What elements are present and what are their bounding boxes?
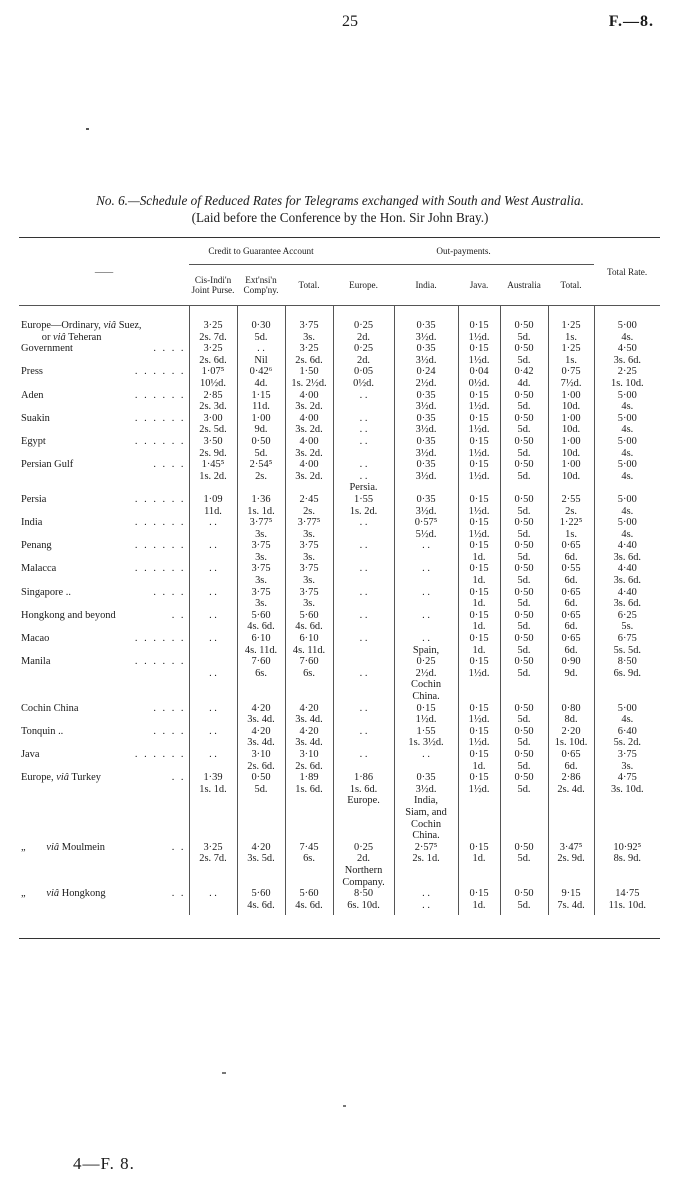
cis-cell: 1·09 11d. [189, 494, 237, 517]
europe-cell: . . . . [333, 413, 394, 436]
total1-cell: 4·00 3s. 2d. [285, 390, 333, 413]
table-row [19, 436, 660, 459]
leader-dots: . . . . . . [134, 412, 186, 424]
route-label: Hongkong and beyond [21, 609, 116, 621]
cis-cell: . . [189, 517, 237, 540]
ext-header: Ext'nsi'n Comp'ny. [237, 265, 285, 306]
route-cell [19, 459, 189, 494]
route-cell [19, 413, 189, 436]
australia-cell: 0·50 5d. [500, 540, 548, 563]
europe-cell: . . [333, 749, 394, 772]
table-row [19, 459, 660, 494]
leader-dots: . . [171, 888, 186, 900]
route-cell [19, 436, 189, 459]
total1-cell: 5·60 4s. 6d. [285, 888, 333, 915]
document-reference: F.—8. [608, 13, 654, 30]
total-rate-cell: 4·40 3s. 6d. [594, 540, 660, 563]
java-cell: 0·04 0½d. [458, 366, 500, 389]
total-rate-cell: 6·25 5s. [594, 610, 660, 633]
total2-cell: 0·65 6d. [548, 610, 594, 633]
cis-cell: . . [189, 563, 237, 586]
java-cell: 0·15 1d. [458, 610, 500, 633]
total2-cell: 0·65 6d. [548, 540, 594, 563]
india-cell: 0·57⁵ 5½d. [394, 517, 458, 540]
leader-dots: . . . . . . [134, 517, 186, 529]
route-label: Europe—Ordinary, viâ Suez, or viâ Teheran [21, 320, 142, 343]
stray-mark [86, 128, 89, 130]
europe-header: Europe. [333, 265, 394, 306]
table-row [19, 563, 660, 586]
leader-dots: . . [171, 609, 186, 621]
ext-cell: 3·75 3s. [237, 563, 285, 586]
total1-cell: 1·50 1s. 2½d. [285, 366, 333, 389]
leader-dots: . . . . . . [134, 563, 186, 575]
rates-table [19, 237, 660, 915]
cis-cell: . . [189, 749, 237, 772]
total-rate-cell: 2·25 1s. 10d. [594, 366, 660, 389]
europe-cell: . . [333, 563, 394, 586]
route-label: Manila [21, 656, 51, 668]
total-rate-cell: 5·00 4s. [594, 390, 660, 413]
leader-dots: . . . . [153, 586, 186, 598]
table-row [19, 842, 660, 888]
route-label: India [21, 517, 43, 529]
table-row [19, 726, 660, 749]
total1-cell: 4·00 3s. 2d. [285, 413, 333, 436]
total1-cell: 3·77⁵ 3s. [285, 517, 333, 540]
java-cell: 0·15 1½d. [458, 413, 500, 436]
total2-cell: 0·55 6d. [548, 563, 594, 586]
total1-cell: 3·75 3s. [285, 540, 333, 563]
total-rate-cell: 5·00 4s. [594, 517, 660, 540]
table-row [19, 633, 660, 656]
java-cell: 0·15 1½d. [458, 772, 500, 842]
total2-cell: 1·25 1s. [548, 343, 594, 366]
total-rate-cell: 4·40 3s. 6d. [594, 587, 660, 610]
total1-cell: 4·00 3s. 2d. [285, 459, 333, 494]
total-rate-cell: 4·40 3s. 6d. [594, 563, 660, 586]
ext-cell: 5·60 4s. 6d. [237, 888, 285, 915]
india-cell: 0·35 3½d. [394, 436, 458, 459]
india-header: India. [394, 265, 458, 306]
europe-cell: 1·55 1s. 2d. [333, 494, 394, 517]
leader-dots: . . [171, 841, 186, 853]
route-cell [19, 842, 189, 888]
leader-dots: . . . . . . [134, 493, 186, 505]
table-row [19, 390, 660, 413]
cis-cell: 1·39 1s. 1d. [189, 772, 237, 842]
australia-cell: 0·50 5d. [500, 436, 548, 459]
europe-cell: . . [333, 587, 394, 610]
australia-cell: 0·50 5d. [500, 306, 548, 344]
india-cell: . . [394, 563, 458, 586]
total-rate-cell: 5·00 4s. [594, 494, 660, 517]
route-label: Press [21, 366, 43, 378]
australia-cell: 0·50 5d. [500, 888, 548, 915]
total2-cell: 0·65 6d. [548, 633, 594, 656]
cis-cell: 3·25 2s. 7d. [189, 306, 237, 344]
total2-cell: 1·00 10d. [548, 413, 594, 436]
ext-cell: 3·75 3s. [237, 540, 285, 563]
route-cell [19, 888, 189, 915]
route-cell [19, 540, 189, 563]
india-cell: 0·35 3½d. [394, 306, 458, 344]
europe-cell: . . [333, 633, 394, 656]
route-label: Egypt [21, 435, 46, 447]
australia-cell: 0·42 4d. [500, 366, 548, 389]
australia-cell: 0·50 5d. [500, 459, 548, 494]
route-label: Persia [21, 493, 47, 505]
india-cell: 0·35 3½d. [394, 390, 458, 413]
route-cell [19, 517, 189, 540]
total1-cell: 3·75 3s. [285, 587, 333, 610]
total1-cell: 5·60 4s. 6d. [285, 610, 333, 633]
java-cell: 0·15 1½d. [458, 517, 500, 540]
total-rate-cell: 4·50 3s. 6d. [594, 343, 660, 366]
australia-header: Australia [500, 265, 548, 306]
route-cell [19, 343, 189, 366]
title-line-2: (Laid before the Conference by the Hon. Sir John Bray.) [191, 210, 489, 225]
cis-header: Cis-Indi'n Joint Purse. [189, 265, 237, 306]
table-row [19, 587, 660, 610]
ext-cell: 0·42⁶ 4d. [237, 366, 285, 389]
total2-cell: 1·22⁵ 1s. [548, 517, 594, 540]
australia-cell: 0·50 5d. [500, 494, 548, 517]
route-cell [19, 610, 189, 633]
rates-table-body [19, 306, 660, 916]
australia-cell: 0·50 5d. [500, 842, 548, 888]
total1-cell: 7·60 6s. [285, 656, 333, 702]
outpayments-group-header: Out-payments. [333, 238, 594, 265]
table-row [19, 306, 660, 344]
java-cell: 0·15 1½d. [458, 494, 500, 517]
java-cell: 0·15 1d. [458, 587, 500, 610]
india-cell: 0·35 3½d. [394, 343, 458, 366]
ext-cell: 7·60 6s. [237, 656, 285, 702]
table-row [19, 494, 660, 517]
india-cell: . . [394, 610, 458, 633]
ext-cell: 3·77⁵ 3s. [237, 517, 285, 540]
java-cell: 0·15 1d. [458, 633, 500, 656]
total2-cell: 0·65 6d. [548, 587, 594, 610]
java-cell: 0·15 1d. [458, 540, 500, 563]
australia-cell: 0·50 5d. [500, 563, 548, 586]
europe-cell: 0·25 2d. [333, 343, 394, 366]
table-row [19, 656, 660, 702]
route-label: Suakin [21, 412, 50, 424]
total1-cell: 7·45 6s. [285, 842, 333, 888]
java-cell: 0·15 1½d. [458, 656, 500, 702]
total2-cell: 1·00 10d. [548, 390, 594, 413]
java-cell: 0·15 1d. [458, 842, 500, 888]
europe-cell: . . . . Persia. [333, 459, 394, 494]
page-number: 25 [342, 13, 358, 30]
total1-cell: 3·10 2s. 6d. [285, 749, 333, 772]
australia-cell: 0·50 5d. [500, 390, 548, 413]
ext-cell: 1·36 1s. 1d. [237, 494, 285, 517]
route-cell [19, 656, 189, 702]
route-label: Aden [21, 389, 44, 401]
ext-cell: 1·00 9d. [237, 413, 285, 436]
ext-cell: 0·50 5d. [237, 772, 285, 842]
total2-cell: 2·86 2s. 4d. [548, 772, 594, 842]
java-cell: 0·15 1½d. [458, 703, 500, 726]
europe-cell: 0·25 2d. [333, 306, 394, 344]
leader-dots: . . . . . . [134, 633, 186, 645]
route-label: Penang [21, 540, 52, 552]
table-row [19, 703, 660, 726]
leader-dots: . . . . [153, 459, 186, 471]
table-row [19, 413, 660, 436]
total1-cell: 2·45 2s. [285, 494, 333, 517]
table-row [19, 749, 660, 772]
australia-cell: 0·50 5d. [500, 726, 548, 749]
route-cell [19, 306, 189, 344]
total-rate-cell: 8·50 6s. 9d. [594, 656, 660, 702]
total-rate-cell: 5·00 4s. [594, 703, 660, 726]
cis-cell: 1·07⁵ 10½d. [189, 366, 237, 389]
total2-cell: 2·55 2s. [548, 494, 594, 517]
table-row [19, 517, 660, 540]
route-label: Tonquin .. [21, 725, 64, 737]
credit-group-header: Credit to Guarantee Account [189, 238, 333, 265]
java-cell: 0·15 1½d. [458, 726, 500, 749]
total2-cell: 0·90 9d. [548, 656, 594, 702]
australia-cell: 0·50 5d. [500, 413, 548, 436]
total2-cell: 9·15 7s. 4d. [548, 888, 594, 915]
leader-dots: . . . . [153, 725, 186, 737]
total1-cell: 4·00 3s. 2d. [285, 436, 333, 459]
stray-mark [343, 1105, 346, 1107]
java-cell: 0·15 1½d. [458, 390, 500, 413]
total2-cell: 2·20 1s. 10d. [548, 726, 594, 749]
ext-cell: 6·10 4s. 11d. [237, 633, 285, 656]
europe-cell: 0·05 0½d. [333, 366, 394, 389]
route-cell [19, 772, 189, 842]
route-label: Java [21, 748, 40, 760]
stray-mark [222, 1072, 226, 1074]
leader-dots: . . . . . . [134, 748, 186, 760]
route-label: „ viâ Hongkong [21, 888, 106, 900]
ext-cell: 4·20 3s. 4d. [237, 726, 285, 749]
india-cell: 1·55 1s. 3½d. [394, 726, 458, 749]
europe-cell: . . [333, 726, 394, 749]
total2-cell: 1·00 10d. [548, 436, 594, 459]
leader-dots: . . . . . . [134, 656, 186, 668]
total-rate-cell: 5·00 4s. [594, 413, 660, 436]
europe-cell: . . [333, 436, 394, 459]
leader-dots: . . . . [153, 343, 186, 355]
total-rate-cell: 10·92⁵ 8s. 9d. [594, 842, 660, 888]
australia-cell: 0·50 5d. [500, 517, 548, 540]
europe-cell: . . [333, 390, 394, 413]
india-cell: . . [394, 540, 458, 563]
route-label: Europe, viâ Turkey [21, 772, 101, 784]
route-label: Singapore .. [21, 586, 71, 598]
total2-cell: 1·00 10d. [548, 459, 594, 494]
ext-cell: 1·15 11d. [237, 390, 285, 413]
india-cell: 0·15 1½d. [394, 703, 458, 726]
india-cell: . . . . [394, 888, 458, 915]
total2-cell: 0·80 8d. [548, 703, 594, 726]
cis-cell: 3·25 2s. 6d. [189, 343, 237, 366]
cis-cell: 3·00 2s. 5d. [189, 413, 237, 436]
india-cell: 0·25 2½d. Cochin China. [394, 656, 458, 702]
europe-cell: . . [333, 540, 394, 563]
route-cell [19, 749, 189, 772]
australia-cell: 0·50 5d. [500, 343, 548, 366]
title-line-1: No. 6.—Schedule of Reduced Rates for Telegrams exchanged with South and West Australia. [96, 193, 584, 208]
java-header: Java. [458, 265, 500, 306]
india-cell: 0·35 3½d. [394, 459, 458, 494]
table-row [19, 610, 660, 633]
europe-cell: . . [333, 517, 394, 540]
total-rate-header: Total Rate. [594, 238, 660, 306]
leader-dots: . . . . . . [134, 435, 186, 447]
table-row [19, 540, 660, 563]
total-rate-cell: 14·75 11s. 10d. [594, 888, 660, 915]
java-cell: 0·15 1½d. [458, 459, 500, 494]
route-cell [19, 726, 189, 749]
route-label: Persian Gulf [21, 459, 74, 471]
ext-cell: 5·60 4s. 6d. [237, 610, 285, 633]
total-rate-cell: 5·00 4s. [594, 436, 660, 459]
route-label: „ viâ Moulmein [21, 841, 105, 853]
cis-cell: . . [189, 633, 237, 656]
table-row [19, 343, 660, 366]
table-row [19, 366, 660, 389]
total-rate-cell: 4·75 3s. 10d. [594, 772, 660, 842]
route-cell [19, 494, 189, 517]
total-rate-cell: 6·40 5s. 2d. [594, 726, 660, 749]
leader-dots: . . [171, 772, 186, 784]
australia-cell: 0·50 5d. [500, 587, 548, 610]
total2-cell: 0·75 7½d. [548, 366, 594, 389]
total-rate-cell: 6·75 5s. 5d. [594, 633, 660, 656]
cis-cell: 3·25 2s. 7d. [189, 842, 237, 888]
route-cell [19, 703, 189, 726]
total-rate-cell: 5·00 4s. [594, 459, 660, 494]
india-cell: 0·35 3½d. India, Siam, and Cochin China. [394, 772, 458, 842]
ext-cell: 4·20 3s. 5d. [237, 842, 285, 888]
cis-cell: . . [189, 888, 237, 915]
java-cell: 0·15 1d. [458, 749, 500, 772]
total-rate-cell: 3·75 3s. [594, 749, 660, 772]
route-label: Cochin China [21, 702, 79, 714]
cis-cell: . . [189, 610, 237, 633]
route-label: Macao [21, 633, 50, 645]
leader-dots: . . . . [153, 702, 186, 714]
australia-cell: 0·50 5d. [500, 772, 548, 842]
india-cell: . . [394, 749, 458, 772]
route-cell [19, 587, 189, 610]
india-cell: 0·24 2½d. [394, 366, 458, 389]
total2-cell: 1·25 1s. [548, 306, 594, 344]
route-cell [19, 366, 189, 389]
cis-cell: 2·85 2s. 3d. [189, 390, 237, 413]
ext-cell: . . Nil [237, 343, 285, 366]
total-rate-cell: 5·00 4s. [594, 306, 660, 344]
total1-cell: 4·20 3s. 4d. [285, 703, 333, 726]
total2-cell: 0·65 6d. [548, 749, 594, 772]
java-cell: 0·15 1d. [458, 888, 500, 915]
leader-dots: . . . . . . [134, 366, 186, 378]
route-header: —— [19, 238, 189, 306]
page-footer: 4—F. 8. [73, 1154, 135, 1173]
india-cell: 2·57⁵ 2s. 1d. [394, 842, 458, 888]
cis-cell: . . [189, 540, 237, 563]
ext-cell: 3·10 2s. 6d. [237, 749, 285, 772]
route-label: Malacca [21, 563, 57, 575]
ext-cell: 4·20 3s. 4d. [237, 703, 285, 726]
table-bottom-rule [19, 938, 660, 939]
total1-cell: 6·10 4s. 11d. [285, 633, 333, 656]
java-cell: 0·15 1½d. [458, 343, 500, 366]
cis-cell: . . [189, 656, 237, 702]
total1-header: Total. [285, 265, 333, 306]
europe-cell: . . [333, 610, 394, 633]
total1-cell: 3·75 3s. [285, 306, 333, 344]
europe-cell: . . [333, 656, 394, 702]
india-cell: 0·35 3½d. [394, 413, 458, 436]
australia-cell: 0·50 5d. [500, 633, 548, 656]
route-cell [19, 390, 189, 413]
route-cell [19, 633, 189, 656]
cis-cell: . . [189, 703, 237, 726]
europe-cell: 1·86 1s. 6d. Europe. [333, 772, 394, 842]
java-cell: 0·15 1½d. [458, 306, 500, 344]
ext-cell: 3·75 3s. [237, 587, 285, 610]
cis-cell: . . [189, 726, 237, 749]
total2-header: Total. [548, 265, 594, 306]
ext-cell: 0·50 5d. [237, 436, 285, 459]
route-label: Government [21, 343, 73, 355]
table-row [19, 772, 660, 842]
europe-cell: 8·50 6s. 10d. [333, 888, 394, 915]
australia-cell: 0·50 5d. [500, 703, 548, 726]
australia-cell: 0·50 5d. [500, 749, 548, 772]
australia-cell: 0·50 5d. [500, 656, 548, 702]
total1-cell: 3·75 3s. [285, 563, 333, 586]
ext-cell: 2·54⁵ 2s. [237, 459, 285, 494]
route-cell [19, 563, 189, 586]
ext-cell: 0·30 5d. [237, 306, 285, 344]
java-cell: 0·15 1d. [458, 563, 500, 586]
leader-dots: . . . . . . [134, 540, 186, 552]
table-row [19, 888, 660, 915]
australia-cell: 0·50 5d. [500, 610, 548, 633]
total1-cell: 1·89 1s. 6d. [285, 772, 333, 842]
cis-cell: . . [189, 587, 237, 610]
total1-cell: 4·20 3s. 4d. [285, 726, 333, 749]
cis-cell: 3·50 2s. 9d. [189, 436, 237, 459]
leader-dots: . . . . . . [134, 389, 186, 401]
schedule-title [20, 192, 660, 226]
india-cell: 0·35 3½d. [394, 494, 458, 517]
cis-cell: 1·45⁵ 1s. 2d. [189, 459, 237, 494]
total2-cell: 3·47⁵ 2s. 9d. [548, 842, 594, 888]
europe-cell: . . [333, 703, 394, 726]
java-cell: 0·15 1½d. [458, 436, 500, 459]
india-cell: . . Spain, [394, 633, 458, 656]
india-cell: . . [394, 587, 458, 610]
total1-cell: 3·25 2s. 6d. [285, 343, 333, 366]
europe-cell: 0·25 2d. Northern Company. [333, 842, 394, 888]
